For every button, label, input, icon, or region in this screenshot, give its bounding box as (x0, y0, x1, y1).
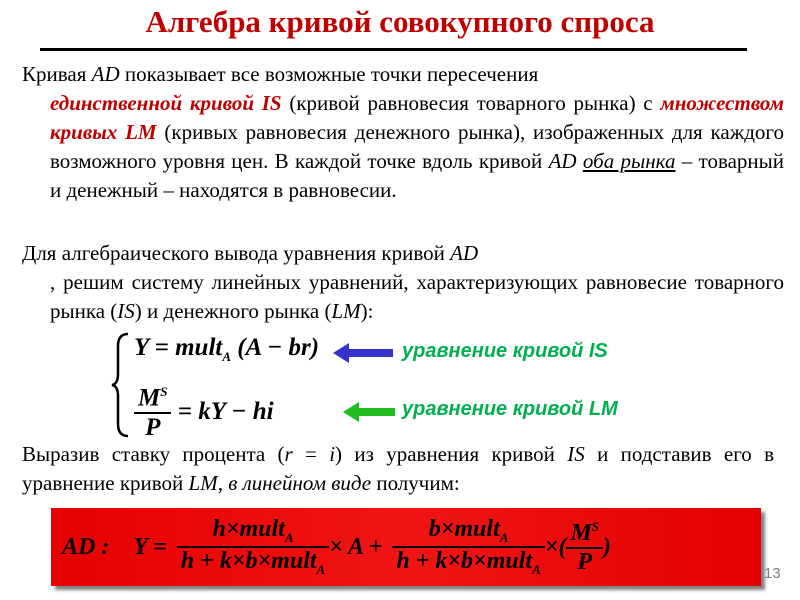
paragraph-ad-definition: Кривая AD показывает все возможные точки пересечения единственной кривой IS (кривой равновесия товарного рынка) с множеством кривых LM (кривых равновесия денежного рынка), изображенных для каждого возможного уровня цен. В каждой точке вдоль кривой AD оба рынка – товарный и денежный – находятся в равновесии. (22, 62, 785, 202)
paragraph-result: Выразив ставку процента (r = i) из уравнения кривой IS и подставив его в уравнение кривой LM, в линейном виде получим: (22, 442, 775, 495)
system-brace (110, 330, 132, 440)
page-number: 13 (764, 565, 781, 582)
paragraph-algebraic-derivation: Для алгебраического вывода уравнения кривой AD (22, 241, 479, 265)
is-curve-label: уравнение кривой IS (402, 340, 608, 362)
equation-is: Y = mult$_A$ (A − br) (134, 334, 320, 364)
paragraph-algebraic-derivation-body: , решим систему линейных уравнений, характеризующих равновесие товарного рынка (IS) и денежного рынка (LM): (50, 270, 784, 323)
lm-curve-label: уравнение кривой LM (402, 398, 618, 420)
slide-title: Алгебра кривой совокупного спроса (145, 4, 655, 39)
arrow-left-icon (343, 401, 397, 423)
ad-formula: AD : Y = $\frac{h\times mult_A}{h + k\times b\times mult_A}$ × A + $\frac{b\times mult_A}{h + k\times b\times mult_A}$ ×( $\frac{M^S}{P}$ ) (62, 516, 612, 577)
arrow-left-icon (333, 342, 395, 364)
equation-lm: $\frac{M^S}{P}$ = kY − hi (134, 384, 274, 442)
title-underline (40, 48, 747, 51)
